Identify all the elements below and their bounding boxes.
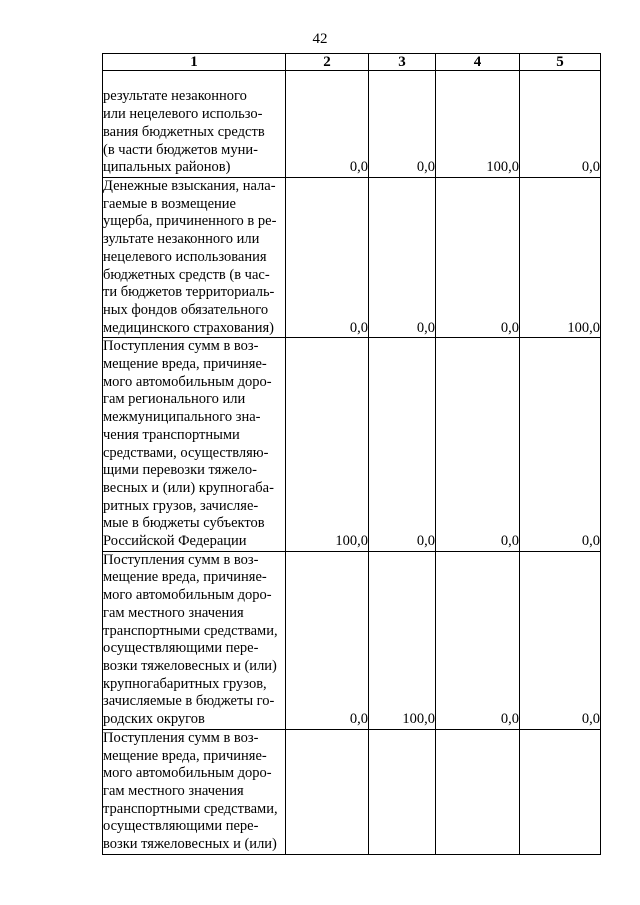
column-header: 4 (436, 54, 520, 71)
table-row (103, 338, 601, 551)
value-cell (436, 729, 520, 854)
value-cell (369, 729, 436, 854)
table-row (103, 178, 601, 338)
table-header-row (103, 54, 601, 71)
page-number: 42 (312, 31, 328, 47)
value-cell: 0,0 (286, 71, 369, 178)
value-cell: 0,0 (286, 178, 369, 338)
table-row (103, 551, 601, 729)
value-cell: 0,0 (436, 338, 520, 551)
value-cell: 0,0 (520, 338, 601, 551)
table-row (103, 71, 601, 178)
value-cell: 0,0 (520, 71, 601, 178)
table-row (103, 729, 601, 854)
row-label: Поступления сумм в воз- мещение вреда, причиняе- мого автомобильным доро- гам местного значения транспортными средствами, осуществляющими пере- возки тяжеловесных и (или) (103, 729, 286, 854)
value-cell: 0,0 (436, 551, 520, 729)
column-header: 2 (286, 54, 369, 71)
row-label: результате незаконного или нецелевого использо- вания бюджетных средств (в части бюджетов муни- ципальных районов) (103, 71, 286, 178)
value-cell: 0,0 (369, 338, 436, 551)
column-header: 1 (103, 54, 286, 71)
value-cell: 100,0 (436, 71, 520, 178)
value-cell: 100,0 (369, 551, 436, 729)
value-cell: 100,0 (520, 178, 601, 338)
column-header: 3 (369, 54, 436, 71)
value-cell: 100,0 (286, 338, 369, 551)
budget-distribution-table (102, 53, 601, 855)
value-cell (286, 729, 369, 854)
row-label: Денежные взыскания, нала- гаемые в возмещение ущерба, причиненного в ре- зультате незаконного или нецелевого использования бюджетных средств (в час- ти бюджетов территориаль- ных фондов обязательного медицинского страхования) (103, 178, 286, 338)
value-cell: 0,0 (286, 551, 369, 729)
column-header: 5 (520, 54, 601, 71)
row-label: Поступления сумм в воз- мещение вреда, причиняе- мого автомобильным доро- гам регионального или межмуниципального зна- чения транспортными средствами, осуществляю- щими перевозки тяжело- весных и (или) крупногаба- ритных грузов, зачисляе- мые в бюджеты субъектов Российской Федерации (103, 338, 286, 551)
value-cell: 0,0 (369, 178, 436, 338)
value-cell: 0,0 (436, 178, 520, 338)
value-cell (520, 729, 601, 854)
value-cell: 0,0 (520, 551, 601, 729)
value-cell: 0,0 (369, 71, 436, 178)
row-label: Поступления сумм в воз- мещение вреда, причиняе- мого автомобильным доро- гам местного значения транспортными средствами, осуществляющими пере- возки тяжеловесных и (или) крупногабаритных грузов, зачисляемые в бюджеты го- родских округов (103, 551, 286, 729)
